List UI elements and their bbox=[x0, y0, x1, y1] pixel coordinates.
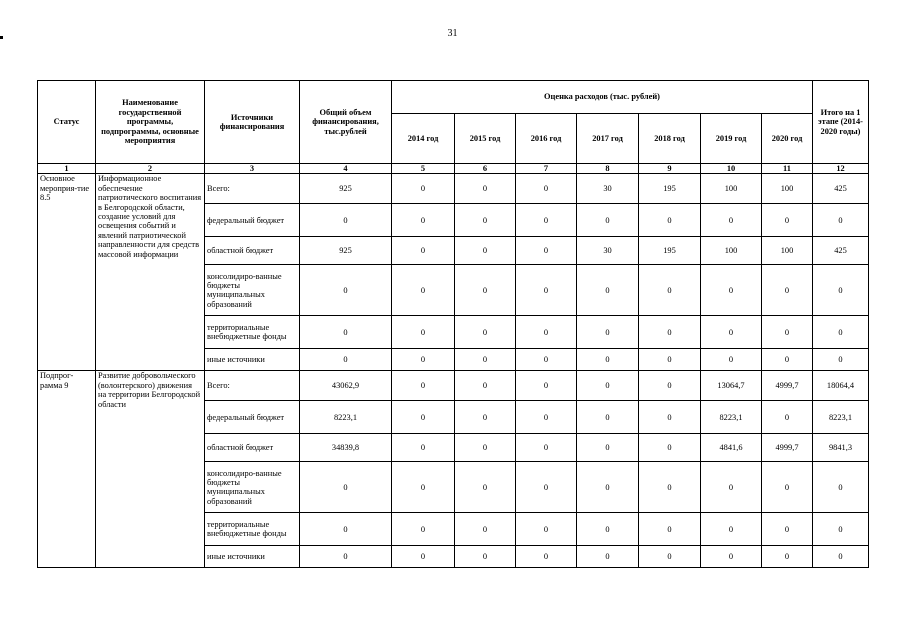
value-cell: 0 bbox=[701, 204, 762, 237]
budget-table bbox=[37, 80, 869, 568]
funding-source-cell: Всего: bbox=[205, 174, 300, 204]
value-cell: 0 bbox=[516, 349, 577, 371]
value-cell: 0 bbox=[392, 462, 455, 513]
value-cell: 0 bbox=[392, 204, 455, 237]
value-cell: 4999,7 bbox=[762, 434, 813, 462]
value-cell: 0 bbox=[516, 265, 577, 316]
header-year: 2017 год bbox=[577, 114, 639, 164]
header-year: 2016 год bbox=[516, 114, 577, 164]
value-cell: 0 bbox=[577, 401, 639, 434]
funding-source-cell: консолидиро-ванные бюджеты муниципальных образований bbox=[205, 265, 300, 316]
value-cell: 0 bbox=[300, 316, 392, 349]
value-cell: 0 bbox=[813, 349, 869, 371]
value-cell: 100 bbox=[701, 237, 762, 265]
value-cell: 0 bbox=[639, 513, 701, 546]
value-cell: 0 bbox=[577, 316, 639, 349]
column-index: 7 bbox=[516, 164, 577, 174]
value-cell: 0 bbox=[455, 237, 516, 265]
column-index: 9 bbox=[639, 164, 701, 174]
value-cell: 0 bbox=[813, 546, 869, 568]
value-cell: 0 bbox=[516, 434, 577, 462]
value-cell: 0 bbox=[813, 204, 869, 237]
value-cell: 0 bbox=[455, 349, 516, 371]
value-cell: 425 bbox=[813, 174, 869, 204]
program-name-cell: Информационное обеспечение патриотического воспитания в Белгородской области, создание условий для освещения событий и явлений патриотической направленности для средств массовой информации bbox=[96, 174, 205, 371]
value-cell: 0 bbox=[300, 204, 392, 237]
value-cell: 0 bbox=[577, 204, 639, 237]
funding-source-cell: консолидиро-ванные бюджеты муниципальных образований bbox=[205, 462, 300, 513]
funding-source-cell: областной бюджет bbox=[205, 434, 300, 462]
value-cell: 0 bbox=[455, 371, 516, 401]
column-index: 1 bbox=[38, 164, 96, 174]
value-cell: 0 bbox=[516, 513, 577, 546]
funding-source-cell: федеральный бюджет bbox=[205, 401, 300, 434]
value-cell: 8223,1 bbox=[300, 401, 392, 434]
value-cell: 0 bbox=[813, 513, 869, 546]
value-cell: 13064,7 bbox=[701, 371, 762, 401]
value-cell: 0 bbox=[392, 434, 455, 462]
value-cell: 0 bbox=[577, 513, 639, 546]
value-cell: 0 bbox=[455, 204, 516, 237]
funding-source-cell: областной бюджет bbox=[205, 237, 300, 265]
header-status: Статус bbox=[38, 81, 96, 164]
value-cell: 0 bbox=[516, 237, 577, 265]
column-index: 2 bbox=[96, 164, 205, 174]
column-index: 8 bbox=[577, 164, 639, 174]
value-cell: 0 bbox=[762, 401, 813, 434]
value-cell: 0 bbox=[300, 513, 392, 546]
value-cell: 0 bbox=[455, 513, 516, 546]
value-cell: 0 bbox=[813, 462, 869, 513]
value-cell: 0 bbox=[813, 265, 869, 316]
value-cell: 0 bbox=[639, 546, 701, 568]
value-cell: 0 bbox=[392, 174, 455, 204]
value-cell: 0 bbox=[455, 434, 516, 462]
value-cell: 0 bbox=[639, 462, 701, 513]
value-cell: 0 bbox=[701, 349, 762, 371]
value-cell: 195 bbox=[639, 174, 701, 204]
header-name: Наименование государственной программы, подпрограммы, основные мероприятия bbox=[96, 81, 205, 164]
header-estimate: Оценка расходов (тыс. рублей) bbox=[392, 81, 813, 114]
value-cell: 0 bbox=[516, 546, 577, 568]
value-cell: 0 bbox=[639, 371, 701, 401]
status-cell: Основное мероприя-тие 8.5 bbox=[38, 174, 96, 371]
program-name-cell: Развитие добровольческого (волонтерского) движения на территории Белгородской области bbox=[96, 371, 205, 568]
value-cell: 925 bbox=[300, 174, 392, 204]
column-index: 4 bbox=[300, 164, 392, 174]
header-sources: Источники финансирования bbox=[205, 81, 300, 164]
value-cell: 0 bbox=[577, 265, 639, 316]
value-cell: 0 bbox=[762, 316, 813, 349]
value-cell: 0 bbox=[701, 546, 762, 568]
page-number: 31 bbox=[447, 28, 458, 39]
value-cell: 0 bbox=[762, 349, 813, 371]
value-cell: 0 bbox=[639, 401, 701, 434]
funding-source-cell: Всего: bbox=[205, 371, 300, 401]
value-cell: 0 bbox=[639, 265, 701, 316]
value-cell: 0 bbox=[639, 349, 701, 371]
value-cell: 0 bbox=[577, 462, 639, 513]
value-cell: 0 bbox=[455, 546, 516, 568]
value-cell: 0 bbox=[455, 462, 516, 513]
header-stage-total: Итого на 1 этапе (2014-2020 годы) bbox=[813, 81, 869, 164]
value-cell: 0 bbox=[300, 462, 392, 513]
value-cell: 0 bbox=[639, 434, 701, 462]
funding-source-cell: территориальные внебюджетные фонды bbox=[205, 513, 300, 546]
value-cell: 0 bbox=[455, 174, 516, 204]
value-cell: 0 bbox=[762, 546, 813, 568]
value-cell: 0 bbox=[577, 349, 639, 371]
header-total-volume: Общий объем финансирования, тыс.рублей bbox=[300, 81, 392, 164]
value-cell: 0 bbox=[392, 265, 455, 316]
value-cell: 0 bbox=[300, 265, 392, 316]
value-cell: 100 bbox=[762, 174, 813, 204]
value-cell: 0 bbox=[455, 265, 516, 316]
value-cell: 0 bbox=[392, 349, 455, 371]
value-cell: 0 bbox=[516, 316, 577, 349]
column-index: 11 bbox=[762, 164, 813, 174]
value-cell: 0 bbox=[701, 316, 762, 349]
table-row bbox=[38, 174, 869, 204]
header-year: 2015 год bbox=[455, 114, 516, 164]
value-cell: 100 bbox=[762, 237, 813, 265]
value-cell: 0 bbox=[762, 513, 813, 546]
column-index: 3 bbox=[205, 164, 300, 174]
table-body bbox=[38, 174, 869, 568]
status-cell: Подпрог-рамма 9 bbox=[38, 371, 96, 568]
value-cell: 425 bbox=[813, 237, 869, 265]
value-cell: 4999,7 bbox=[762, 371, 813, 401]
value-cell: 0 bbox=[455, 401, 516, 434]
value-cell: 0 bbox=[392, 513, 455, 546]
funding-source-cell: федеральный бюджет bbox=[205, 204, 300, 237]
table-row bbox=[38, 371, 869, 401]
value-cell: 0 bbox=[516, 401, 577, 434]
value-cell: 0 bbox=[516, 204, 577, 237]
value-cell: 34839,8 bbox=[300, 434, 392, 462]
funding-source-cell: территориальные внебюджетные фонды bbox=[205, 316, 300, 349]
value-cell: 0 bbox=[701, 513, 762, 546]
value-cell: 0 bbox=[392, 237, 455, 265]
value-cell: 0 bbox=[762, 462, 813, 513]
value-cell: 0 bbox=[392, 546, 455, 568]
value-cell: 43062,9 bbox=[300, 371, 392, 401]
column-index-row bbox=[38, 164, 869, 174]
value-cell: 0 bbox=[516, 462, 577, 513]
value-cell: 30 bbox=[577, 237, 639, 265]
value-cell: 0 bbox=[392, 401, 455, 434]
header-year: 2019 год bbox=[701, 114, 762, 164]
value-cell: 9841,3 bbox=[813, 434, 869, 462]
value-cell: 0 bbox=[813, 316, 869, 349]
header-year: 2014 год bbox=[392, 114, 455, 164]
value-cell: 0 bbox=[701, 462, 762, 513]
value-cell: 0 bbox=[516, 371, 577, 401]
value-cell: 0 bbox=[516, 174, 577, 204]
column-index: 5 bbox=[392, 164, 455, 174]
value-cell: 0 bbox=[300, 546, 392, 568]
value-cell: 0 bbox=[392, 316, 455, 349]
value-cell: 0 bbox=[762, 265, 813, 316]
value-cell: 0 bbox=[300, 349, 392, 371]
column-index: 10 bbox=[701, 164, 762, 174]
header-year: 2018 год bbox=[639, 114, 701, 164]
value-cell: 0 bbox=[577, 546, 639, 568]
column-index: 12 bbox=[813, 164, 869, 174]
value-cell: 0 bbox=[762, 204, 813, 237]
value-cell: 0 bbox=[392, 371, 455, 401]
value-cell: 0 bbox=[577, 371, 639, 401]
value-cell: 18064,4 bbox=[813, 371, 869, 401]
value-cell: 0 bbox=[455, 316, 516, 349]
funding-source-cell: иные источники bbox=[205, 349, 300, 371]
value-cell: 30 bbox=[577, 174, 639, 204]
value-cell: 0 bbox=[577, 434, 639, 462]
value-cell: 100 bbox=[701, 174, 762, 204]
value-cell: 0 bbox=[639, 204, 701, 237]
value-cell: 195 bbox=[639, 237, 701, 265]
value-cell: 925 bbox=[300, 237, 392, 265]
header-year: 2020 год bbox=[762, 114, 813, 164]
column-index: 6 bbox=[455, 164, 516, 174]
value-cell: 8223,1 bbox=[701, 401, 762, 434]
value-cell: 0 bbox=[639, 316, 701, 349]
value-cell: 0 bbox=[701, 265, 762, 316]
funding-source-cell: иные источники bbox=[205, 546, 300, 568]
value-cell: 8223,1 bbox=[813, 401, 869, 434]
value-cell: 4841,6 bbox=[701, 434, 762, 462]
